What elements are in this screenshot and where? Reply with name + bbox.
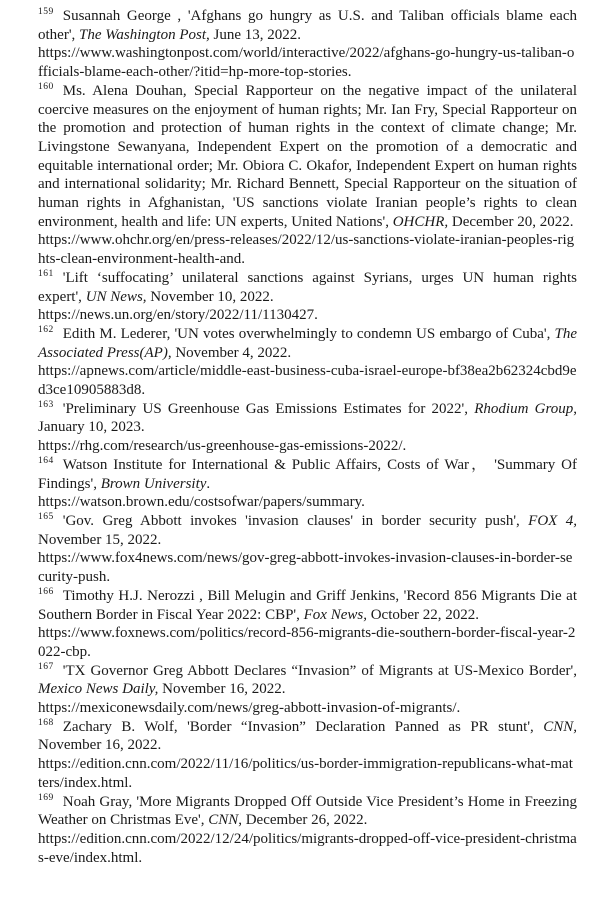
footnote-url: https://edition.cnn.com/2022/11/16/politics/us-border-immigration-republicans-what-matters/index.html. (38, 756, 573, 791)
footnote-number: 169 (38, 792, 54, 803)
footnote-url: https://apnews.com/article/middle-east-business-cuba-israel-europe-bf38ea2b62324cbd9ed3ce10905883d8. (38, 363, 577, 399)
footnote-url: https://www.fox4news.com/news/gov-greg-abbott-invokes-invasion-clauses-in-border-security-push. (38, 550, 573, 586)
footnote-number: 163 (38, 399, 54, 410)
footnote-url: https://www.ohchr.org/en/press-releases/2022/12/us-sanctions-violate-iranian-peoples-rights-clean-environment-health-and. (38, 232, 575, 268)
citation-text: December 20, 2022. (448, 213, 574, 230)
source-name: CNN, (543, 718, 577, 735)
footnote-number: 161 (38, 268, 54, 279)
citation-text: November 16, 2022. (158, 681, 286, 698)
citation-text: , January 10, 2023. (38, 400, 577, 436)
citation-text: Edith M. Lederer, 'UN votes overwhelmingly to condemn US embargo of Cuba', (62, 325, 555, 342)
footnote-item (38, 512, 577, 587)
footnote-citation (38, 794, 577, 829)
footnote-number: 167 (38, 661, 54, 672)
source-name: CNN (208, 812, 239, 829)
footnote-number: 166 (38, 586, 54, 597)
source-name: OHCHR, (392, 213, 449, 230)
citation-text: 'TX Governor Greg Abbott Declares “Invasion” of Migrants at US-Mexico Border', (62, 662, 577, 679)
source-name: The Washington Post, (79, 26, 210, 43)
citation-text: Zachary B. Wolf, 'Border “Invasion” Declaration Panned as PR stunt', (62, 718, 544, 735)
footnote-item (38, 82, 577, 269)
footnote-citation (38, 83, 577, 230)
footnote-number: 168 (38, 717, 54, 728)
citation-text: Ms. Alena Douhan, Special Rapporteur on the negative impact of the unilateral coercive measures on the enjoyment of human rights; Mr. Ian Fry, Special Rapporteur on the promotion and protection of human rights in the context of climate change; Mr. Livingstone Sewanyana, Independent Expert on the promotion of a democratic and equitable international order; Mr. Obiora C. Okafor, Independent Expert on human rights and international solidarity; Mr. Richard Bennett, Special Rapporteur on the situation of human rights in Afghanistan, 'US sanctions violate Iranian people’s rights to clean environment, health and life: UN experts, United Nations', (38, 82, 577, 230)
footnote-citation (38, 326, 577, 361)
citation-text: Timothy H.J. Nerozzi , Bill Melugin and Griff Jenkins, 'Record 856 Migrants Die at Southern Border in Fiscal Year 2022: CBP', (38, 587, 577, 623)
footnote-citation (38, 513, 577, 548)
footnote-citation (38, 719, 577, 754)
citation-text: 'Gov. Greg Abbott invokes 'invasion clauses' in border security push', (62, 512, 529, 529)
footnote-citation (38, 401, 577, 436)
footnote-item (38, 793, 577, 868)
footnote-number: 162 (38, 324, 54, 335)
source-name: UN News, (85, 288, 147, 305)
citation-text: Susannah George , 'Afghans go hungry as U.S. and Taliban officials blame each other', (38, 8, 577, 43)
source-name: Brown University (100, 475, 207, 492)
footnote-number: 165 (38, 511, 54, 522)
footnote-number: 159 (38, 7, 54, 17)
citation-text: 'Preliminary US Greenhouse Gas Emissions Estimates for 2022', (62, 400, 475, 417)
footnote-url: https://edition.cnn.com/2022/12/24/politics/migrants-dropped-off-vice-president-christmas-eve/index.html. (38, 830, 577, 866)
citation-text: 'Lift ‘suffocating’ unilateral sanctions against Syrians, urges UN human rights expert', (38, 269, 577, 305)
source-name: Mexico News Daily, (38, 681, 159, 698)
footnote-list (38, 7, 577, 867)
footnote-item (38, 325, 577, 400)
footnote-url: https://news.un.org/en/story/2022/11/1130427. (38, 307, 318, 324)
citation-text: Watson Institute for International & Public Affairs, Costs of War， 'Summary Of Findings', (38, 456, 577, 492)
footnote-item (38, 662, 577, 718)
footnote-item (38, 269, 577, 325)
footnote-citation (38, 270, 577, 305)
citation-text: Noah Gray, 'More Migrants Dropped Off Outside Vice President’s Home in Freezing Weather on Christmas Eve', (38, 793, 577, 829)
citation-text: November 16, 2022. (38, 737, 162, 754)
footnote-citation (38, 588, 577, 623)
citation-text: , December 26, 2022. (238, 812, 368, 829)
footnote-url: https://rhg.com/research/us-greenhouse-gas-emissions-2022/. (38, 438, 407, 455)
citation-text: June 13, 2022. (209, 26, 301, 43)
footnote-number: 160 (38, 81, 54, 92)
footnote-item (38, 456, 577, 512)
citation-text: , November 4, 2022. (167, 344, 292, 361)
citation-text: November 10, 2022. (146, 288, 274, 305)
footnote-number: 164 (38, 455, 54, 466)
footnote-citation (38, 457, 577, 492)
footnote-citation (38, 8, 577, 43)
footnote-item (38, 400, 577, 456)
footnote-url: https://www.washingtonpost.com/world/interactive/2022/afghans-go-hungry-us-taliban-officials-blame-each-other/?itid=hp-more-top-stories. (38, 45, 575, 81)
footnote-url: https://watson.brown.edu/costsofwar/papers/summary. (38, 494, 365, 511)
footnote-item (38, 718, 577, 793)
source-name: The Associated Press(AP) (38, 325, 577, 361)
citation-text: November 15, 2022. (38, 531, 162, 548)
footnote-item (38, 587, 577, 662)
footnote-url: https://mexiconewsdaily.com/news/greg-abbott-invasion-of-migrants/. (38, 700, 461, 717)
source-name: Fox News, (303, 606, 367, 623)
footnote-item (38, 7, 577, 82)
footnote-url: https://www.foxnews.com/politics/record-856-migrants-die-southern-border-fiscal-year-2022-cbp. (38, 625, 576, 660)
citation-text: October 22, 2022. (366, 606, 480, 623)
footnote-citation (38, 663, 577, 698)
source-name: FOX 4, (528, 512, 577, 529)
citation-text: . (206, 475, 211, 492)
source-name: Rhodium Group (474, 400, 574, 417)
